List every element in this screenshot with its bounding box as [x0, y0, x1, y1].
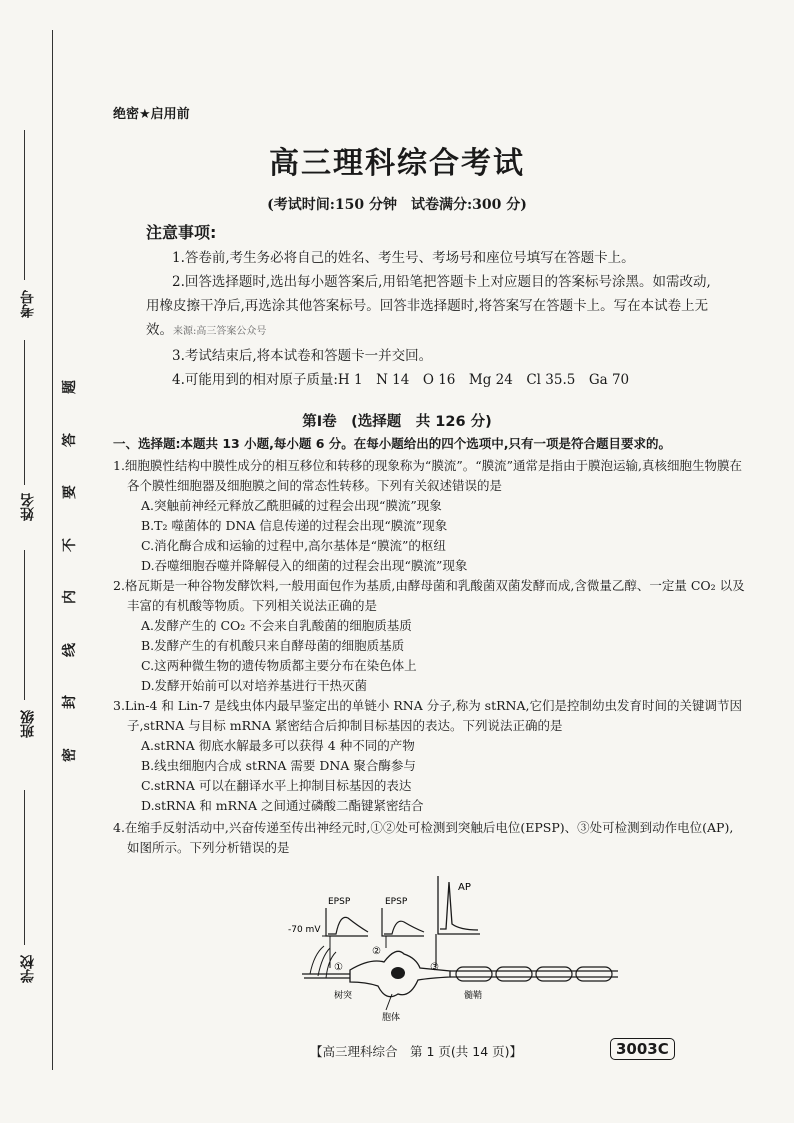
- question-option: C.消化酶合成和运输的过程中,高尔基体是“膜流”的枢纽: [141, 538, 446, 553]
- seal-warning-char: 答: [62, 432, 78, 447]
- question-option: B.T₂ 噬菌体的 DNA 信息传递的过程会出现“膜流”现象: [141, 518, 448, 533]
- exam-no-label: 考号: [20, 290, 36, 318]
- marker-1: ①: [334, 962, 343, 973]
- exam-title: 高三理科综合考试: [269, 146, 525, 181]
- question-option: A.stRNA 彻底水解最多可以获得 4 种不同的产物: [141, 738, 415, 753]
- notice-item: 3.考试结束后,将本试卷和答题卡一并交回。: [172, 348, 433, 364]
- paper-code: 3003C: [610, 1038, 675, 1060]
- epsp-panel-2: [382, 897, 424, 936]
- page-footer: 【高三理科综合 第 1 页(共 14 页)】: [310, 1044, 523, 1059]
- question-1: [113, 456, 745, 576]
- name-label: 姓名: [20, 493, 36, 521]
- question-3: [113, 696, 745, 816]
- question-stem: 1.细胞膜性结构中膜性成分的相互移位和转移的现象称为“膜流”。“膜流”通常是指由于膜泡运输,真核细胞生物膜在各个膜性细胞器及细胞膜之间的常态性转移。下列有关叙述错误的是: [113, 458, 742, 493]
- epsp-label-2: EPSP: [385, 897, 408, 907]
- marker-2: ②: [372, 946, 381, 957]
- question-option: A.突触前神经元释放乙酰胆碱的过程会出现“膜流”现象: [141, 498, 442, 513]
- seal-warning-char: 内: [62, 590, 78, 604]
- question-stem: 2.格瓦斯是一种谷物发酵饮料,一般用面包作为基质,由酵母菌和乳酸菌双菌发酵而成,含微量乙醇、一定量 CO₂ 以及丰富的有机酸等物质。下列相关说法正确的是: [113, 578, 745, 613]
- seal-warning-char: 要: [62, 485, 78, 499]
- epsp-label-1: EPSP: [328, 897, 351, 907]
- seal-warning-char: 题: [62, 380, 78, 394]
- notice-item: 1.答卷前,考生务必将自己的姓名、考生号、考场号和座位号填写在答题卡上。: [172, 250, 635, 266]
- section-intro: 一、选择题:本题共 13 小题,每小题 6 分。在每小题给出的四个选项中,只有一项是符合题目要求的。: [113, 436, 671, 451]
- exam-subtitle: (考试时间:150 分钟 试卷满分:300 分): [267, 197, 527, 213]
- question-option: D.发酵开始前可以对培养基进行干热灭菌: [141, 678, 368, 693]
- question-option: C.这两种微生物的遗传物质都主要分布在染色体上: [141, 658, 417, 673]
- school-label: 学校: [20, 955, 36, 983]
- question-option: B.线虫细胞内合成 stRNA 需要 DNA 聚合酶参与: [141, 758, 416, 773]
- question-2: [113, 576, 745, 696]
- school-line: [24, 790, 25, 945]
- watermark-text: 来源:高三答案公众号: [173, 326, 267, 337]
- question-stem: 3.Lin-4 和 Lin-7 是线虫体内最早鉴定出的单链小 RNA 分子,称为 stRNA,它们是控制幼虫发育时间的关键调节因子,stRNA 与目标 mRNA 紧密结合后抑制目标基因的表达。下列说法正确的是: [113, 698, 742, 733]
- neuron-soma: [350, 951, 450, 1010]
- soma-label: 胞体: [382, 1013, 401, 1023]
- myelinated-axon: [450, 967, 618, 981]
- seal-warning: [60, 380, 80, 800]
- seal-warning-char: 封: [62, 695, 78, 709]
- ap-recording-panel: [436, 876, 480, 966]
- question-option: D.stRNA 和 mRNA 之间通过磷酸二酯键紧密结合: [141, 798, 424, 813]
- neuron-figure: [288, 874, 620, 1024]
- question-option: C.stRNA 可以在翻译水平上抑制目标基因的表达: [141, 778, 412, 793]
- marker-3: ③: [430, 962, 439, 973]
- seal-warning-char: 密: [62, 747, 78, 762]
- question-option: A.发酵产生的 CO₂ 不会来自乳酸菌的细胞质基质: [141, 618, 412, 633]
- epsp-panel-1: [326, 897, 368, 936]
- dendrite-label: 树突: [334, 991, 353, 1001]
- notices-heading: 注意事项:: [146, 223, 217, 242]
- class-line: [24, 550, 25, 700]
- seal-warning-char: 不: [62, 537, 78, 552]
- class-label: 班级: [20, 710, 36, 738]
- notice-item: 4.可能用到的相对原子质量:H 1 N 14 O 16 Mg 24 Cl 35.5 Ga 70: [172, 372, 630, 388]
- question-4: [113, 818, 745, 858]
- notice-item: 2.回答选择题时,选出每小题答案后,用铅笔把答题卡上对应题目的答案标号涂黑。如需改动,用橡皮擦干净后,再选涂其他答案标号。回答非选择题时,将答案写在答题卡上。写在本试卷上无效。来源:高三答案公众号: [146, 274, 711, 338]
- notices-list: [146, 246, 716, 392]
- questions-list: [113, 456, 745, 858]
- question-stem: 4.在缩手反射活动中,兴奋传递至传出神经元时,①②处可检测到突触后电位(EPSP)、③处可检测到动作电位(AP),如图所示。下列分析错误的是: [113, 820, 734, 855]
- myelin-label: 髓鞘: [464, 991, 483, 1001]
- binding-line: [52, 30, 53, 1070]
- secret-label: 绝密★启用前: [113, 107, 190, 122]
- part1-title: 第Ⅰ卷 (选择题 共 126 分): [302, 414, 492, 430]
- seal-warning-char: 线: [62, 642, 78, 657]
- ap-label: AP: [458, 882, 471, 893]
- question-option: B.发酵产生的有机酸只来自酵母菌的细胞质基质: [141, 638, 405, 653]
- question-option: D.吞噬细胞吞噬并降解侵入的细菌的过程会出现“膜流”现象: [141, 558, 468, 573]
- resting-potential-label: -70 mV: [288, 925, 321, 935]
